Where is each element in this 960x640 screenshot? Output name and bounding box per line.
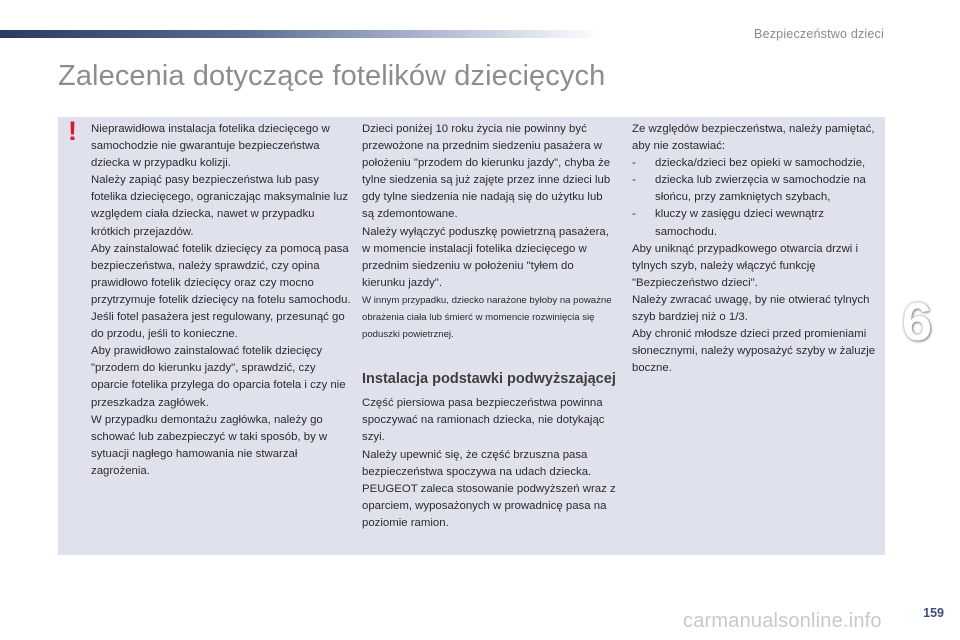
section-header: Bezpieczeństwo dzieci <box>754 27 884 41</box>
paragraph: Dzieci poniżej 10 roku życia nie powinny być przewożone na przednim siedzeniu pasażera w położeniu "przodem do kierunku jazdy", chyba że tylne siedzenia są już zajęte przez inne dzieci lub gdy tylne siedzenia nie nadają się do użytku lub są zdemontowane. <box>362 123 611 221</box>
paragraph: Należy upewnić się, że część brzuszna pasa bezpieczeństwa spoczywa na udach dziecka. <box>362 448 592 478</box>
list-item: - kluczy w zasięgu dzieci wewnątrz samochodu. <box>632 208 825 238</box>
list-item: - dziecka lub zwierzęcia w samochodzie na słońcu, przy zamkniętych szybach, <box>632 174 866 204</box>
paragraph: Aby zainstalować fotelik dziecięcy za pomocą pasa bezpieczeństwa, należy sprawdzić, czy opina prawidłowo fotelik dziecięcy oraz czy mocno przytrzymuje fotelik dziecięcy na fotelu samochodu. Jeśli fotel pasażera jest regulowany, przesunąć go do przodu, jeśli to konieczne. <box>91 242 351 341</box>
header-gradient-bar <box>0 30 600 38</box>
chapter-number: 6 <box>902 292 933 352</box>
paragraph: Aby chronić młodsze dzieci przed promieniami słonecznymi, należy wyposażyć szyby w żaluzje boczne. <box>632 328 876 375</box>
text-column-3 <box>632 121 884 377</box>
paragraph: Należy zwracać uwagę, by nie otwierać tylnych szyb bardziej niż o 1/3. <box>632 293 870 324</box>
text-column-2 <box>362 121 616 532</box>
paragraph: W przypadku demontażu zagłówka, należy go schować lub zabezpieczyć w taki sposób, by w sytuacji nagłego hamowania nie stwarzał zagrożenia. <box>91 413 328 477</box>
paragraph: Aby uniknąć przypadkowego otwarcia drzwi i tylnych szyb, należy włączyć funkcję "Bezpieczeństwo dzieci". <box>632 242 859 289</box>
paragraph: PEUGEOT zaleca stosowanie podwyższeń wraz z oparciem, wyposażonych w prowadnicę pasa na poziomie ramion. <box>362 482 616 529</box>
page-title: Zalecenia dotyczące fotelików dziecięcych <box>58 60 606 92</box>
watermark: carmanualsonline.info <box>683 610 882 632</box>
paragraph: Nieprawidłowa instalacja fotelika dziecięcego w samochodzie nie gwarantuje bezpieczeństwa dziecka w przypadku kolizji. <box>91 123 330 170</box>
paragraph: Część piersiowa pasa bezpieczeństwa powinna spoczywać na ramionach dziecka, nie dotykając szyi. <box>362 397 605 444</box>
page-number: 159 <box>923 606 944 620</box>
paragraph: Ze względów bezpieczeństwa, należy pamiętać, aby nie zostawiać: <box>632 123 875 153</box>
paragraph: Należy zapiąć pasy bezpieczeństwa lub pasy fotelika dziecięcego, ograniczając maksymalnie luz względem ciała dziecka, nawet w przypadku krótkich przejazdów. <box>91 174 349 238</box>
paragraph: Aby prawidłowo zainstalować fotelik dziecięcy "przodem do kierunku jazdy", sprawdzić, czy oparcie fotelika przylega do oparcia fotela i czy nie przeszkadza zagłówek. <box>91 345 346 409</box>
list-item: - dziecka/dzieci bez opieki w samochodzie, <box>632 157 866 170</box>
subheading-booster: Instalacja podstawki podwyższającej <box>362 371 616 388</box>
airbag-note: W innym przypadku, dziecko narażone byłoby na poważne obrażenia ciała lub śmierć w momencie rozwinięcia się poduszki powietrznej. <box>362 294 612 341</box>
safety-list <box>632 155 884 240</box>
text-column-1 <box>91 121 353 480</box>
warning-exclamation-icon: ! <box>68 116 77 146</box>
paragraph: Należy wyłączyć poduszkę powietrzną pasażera, w momencie instalacji fotelika dziecięcego w przednim siedzeniu w położeniu "tyłem do kierunku jazdy". <box>362 225 609 289</box>
